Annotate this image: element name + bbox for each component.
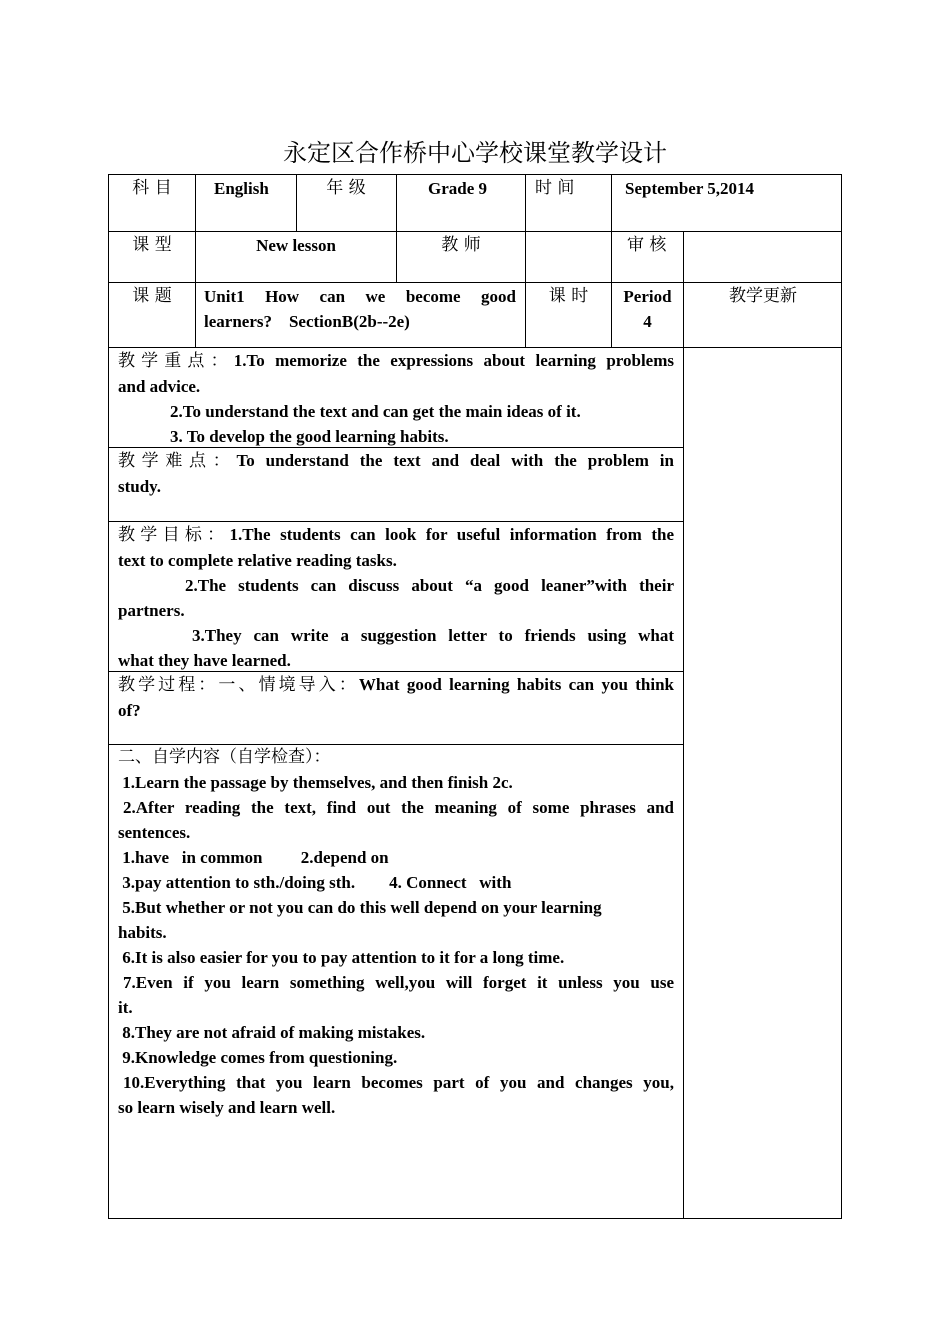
objective-line: 3.They can write a suggestion letter to friends using what	[192, 626, 674, 645]
difficulty-line: study.	[118, 477, 161, 496]
review-label: 审 核	[627, 235, 667, 255]
focus-line: 教学重点：1.To memorize the expressions about learning problems	[118, 351, 675, 371]
teacher-label: 教 师	[441, 235, 481, 255]
time-label: 时 间	[535, 178, 575, 198]
topic-line-2: learners? SectionB(2b--2e)	[204, 312, 410, 331]
self-study-line: habits.	[118, 923, 167, 942]
self-study-line: 9.Knowledge comes from questioning.	[118, 1048, 398, 1067]
objectives-label: 教学目标：	[118, 525, 230, 545]
self-study-line: 7.Even if you learn something well,you will forget it unless you use	[123, 973, 674, 992]
grade-value: Grade 9	[428, 179, 488, 198]
self-study-heading: 二、自学内容（自学检查）：	[118, 747, 331, 767]
self-study-line: so learn wisely and learn well.	[118, 1098, 336, 1117]
col-divider	[525, 174, 526, 348]
teaching-objectives	[118, 522, 674, 673]
period-label: 课 时	[548, 286, 589, 306]
objective-line: 教学目标：1.The students can look for useful information from the	[118, 525, 674, 545]
process-line: 教学过程：一、情境导入：What good learning habits can you think	[118, 675, 674, 695]
col-divider	[683, 231, 684, 1219]
self-study-line: 2.After reading the text, find out the meaning of some phrases and	[123, 798, 674, 817]
focus-line: 2.To understand the text and can get the main ideas of it.	[170, 402, 581, 421]
period-value-1: Period	[623, 287, 672, 306]
lesson-type-value: New lesson	[256, 236, 336, 255]
time-value: September 5,2014	[625, 179, 755, 198]
objective-line: text to complete relative reading tasks.	[118, 551, 397, 570]
period-value-2: 4	[643, 312, 652, 331]
self-study-line: 5.But whether or not you can do this well depend on your learning	[118, 898, 602, 917]
focus-line: 3. To develop the good learning habits.	[170, 427, 449, 446]
self-study-line: 1.have in common 2.depend on	[118, 848, 389, 867]
topic-label: 课 题	[132, 286, 172, 306]
self-study-line: 1.Learn the passage by themselves, and then finish 2c.	[118, 773, 513, 792]
process-line: of?	[118, 701, 141, 720]
lesson-type-label: 课 型	[132, 235, 172, 255]
process-label: 教学过程：一、情境导入：	[118, 675, 359, 695]
row-divider	[108, 231, 842, 232]
update-label: 教学更新	[729, 286, 797, 306]
teaching-difficulty	[118, 448, 674, 499]
focus-label: 教学重点：	[118, 351, 234, 371]
objective-line: what they have learned.	[118, 651, 291, 670]
document-title: 永定区合作桥中心学校课堂教学设计	[283, 139, 667, 167]
grade-label: 年 级	[326, 178, 366, 198]
subject-value: English	[214, 179, 269, 198]
topic-line-1: Unit1 How can we become good	[204, 287, 516, 306]
subject-label: 科 目	[132, 178, 172, 198]
col-divider	[396, 174, 397, 283]
self-study-line: 3.pay attention to sth./doing sth. 4. Connect with	[118, 873, 512, 892]
row-divider	[108, 282, 842, 283]
objective-line: partners.	[118, 601, 185, 620]
self-study-line: 10.Everything that you learn becomes part of you and changes you,	[123, 1073, 674, 1092]
self-study-line: sentences.	[118, 823, 191, 842]
self-study-line: 8.They are not afraid of making mistakes.	[118, 1023, 426, 1042]
focus-line: and advice.	[118, 377, 201, 396]
difficulty-line: 教学难点：To understand the text and deal with the problem in	[118, 451, 674, 471]
self-study-line: 6.It is also easier for you to pay attention to it for a long time.	[118, 948, 565, 967]
teaching-focus	[118, 348, 674, 449]
self-study-line: it.	[118, 998, 133, 1017]
teaching-process	[118, 672, 674, 723]
self-study-section	[118, 745, 674, 1120]
objective-line: 2.The students can discuss about “a good leaner”with their	[185, 576, 674, 595]
difficulty-label: 教学难点：	[118, 451, 237, 471]
